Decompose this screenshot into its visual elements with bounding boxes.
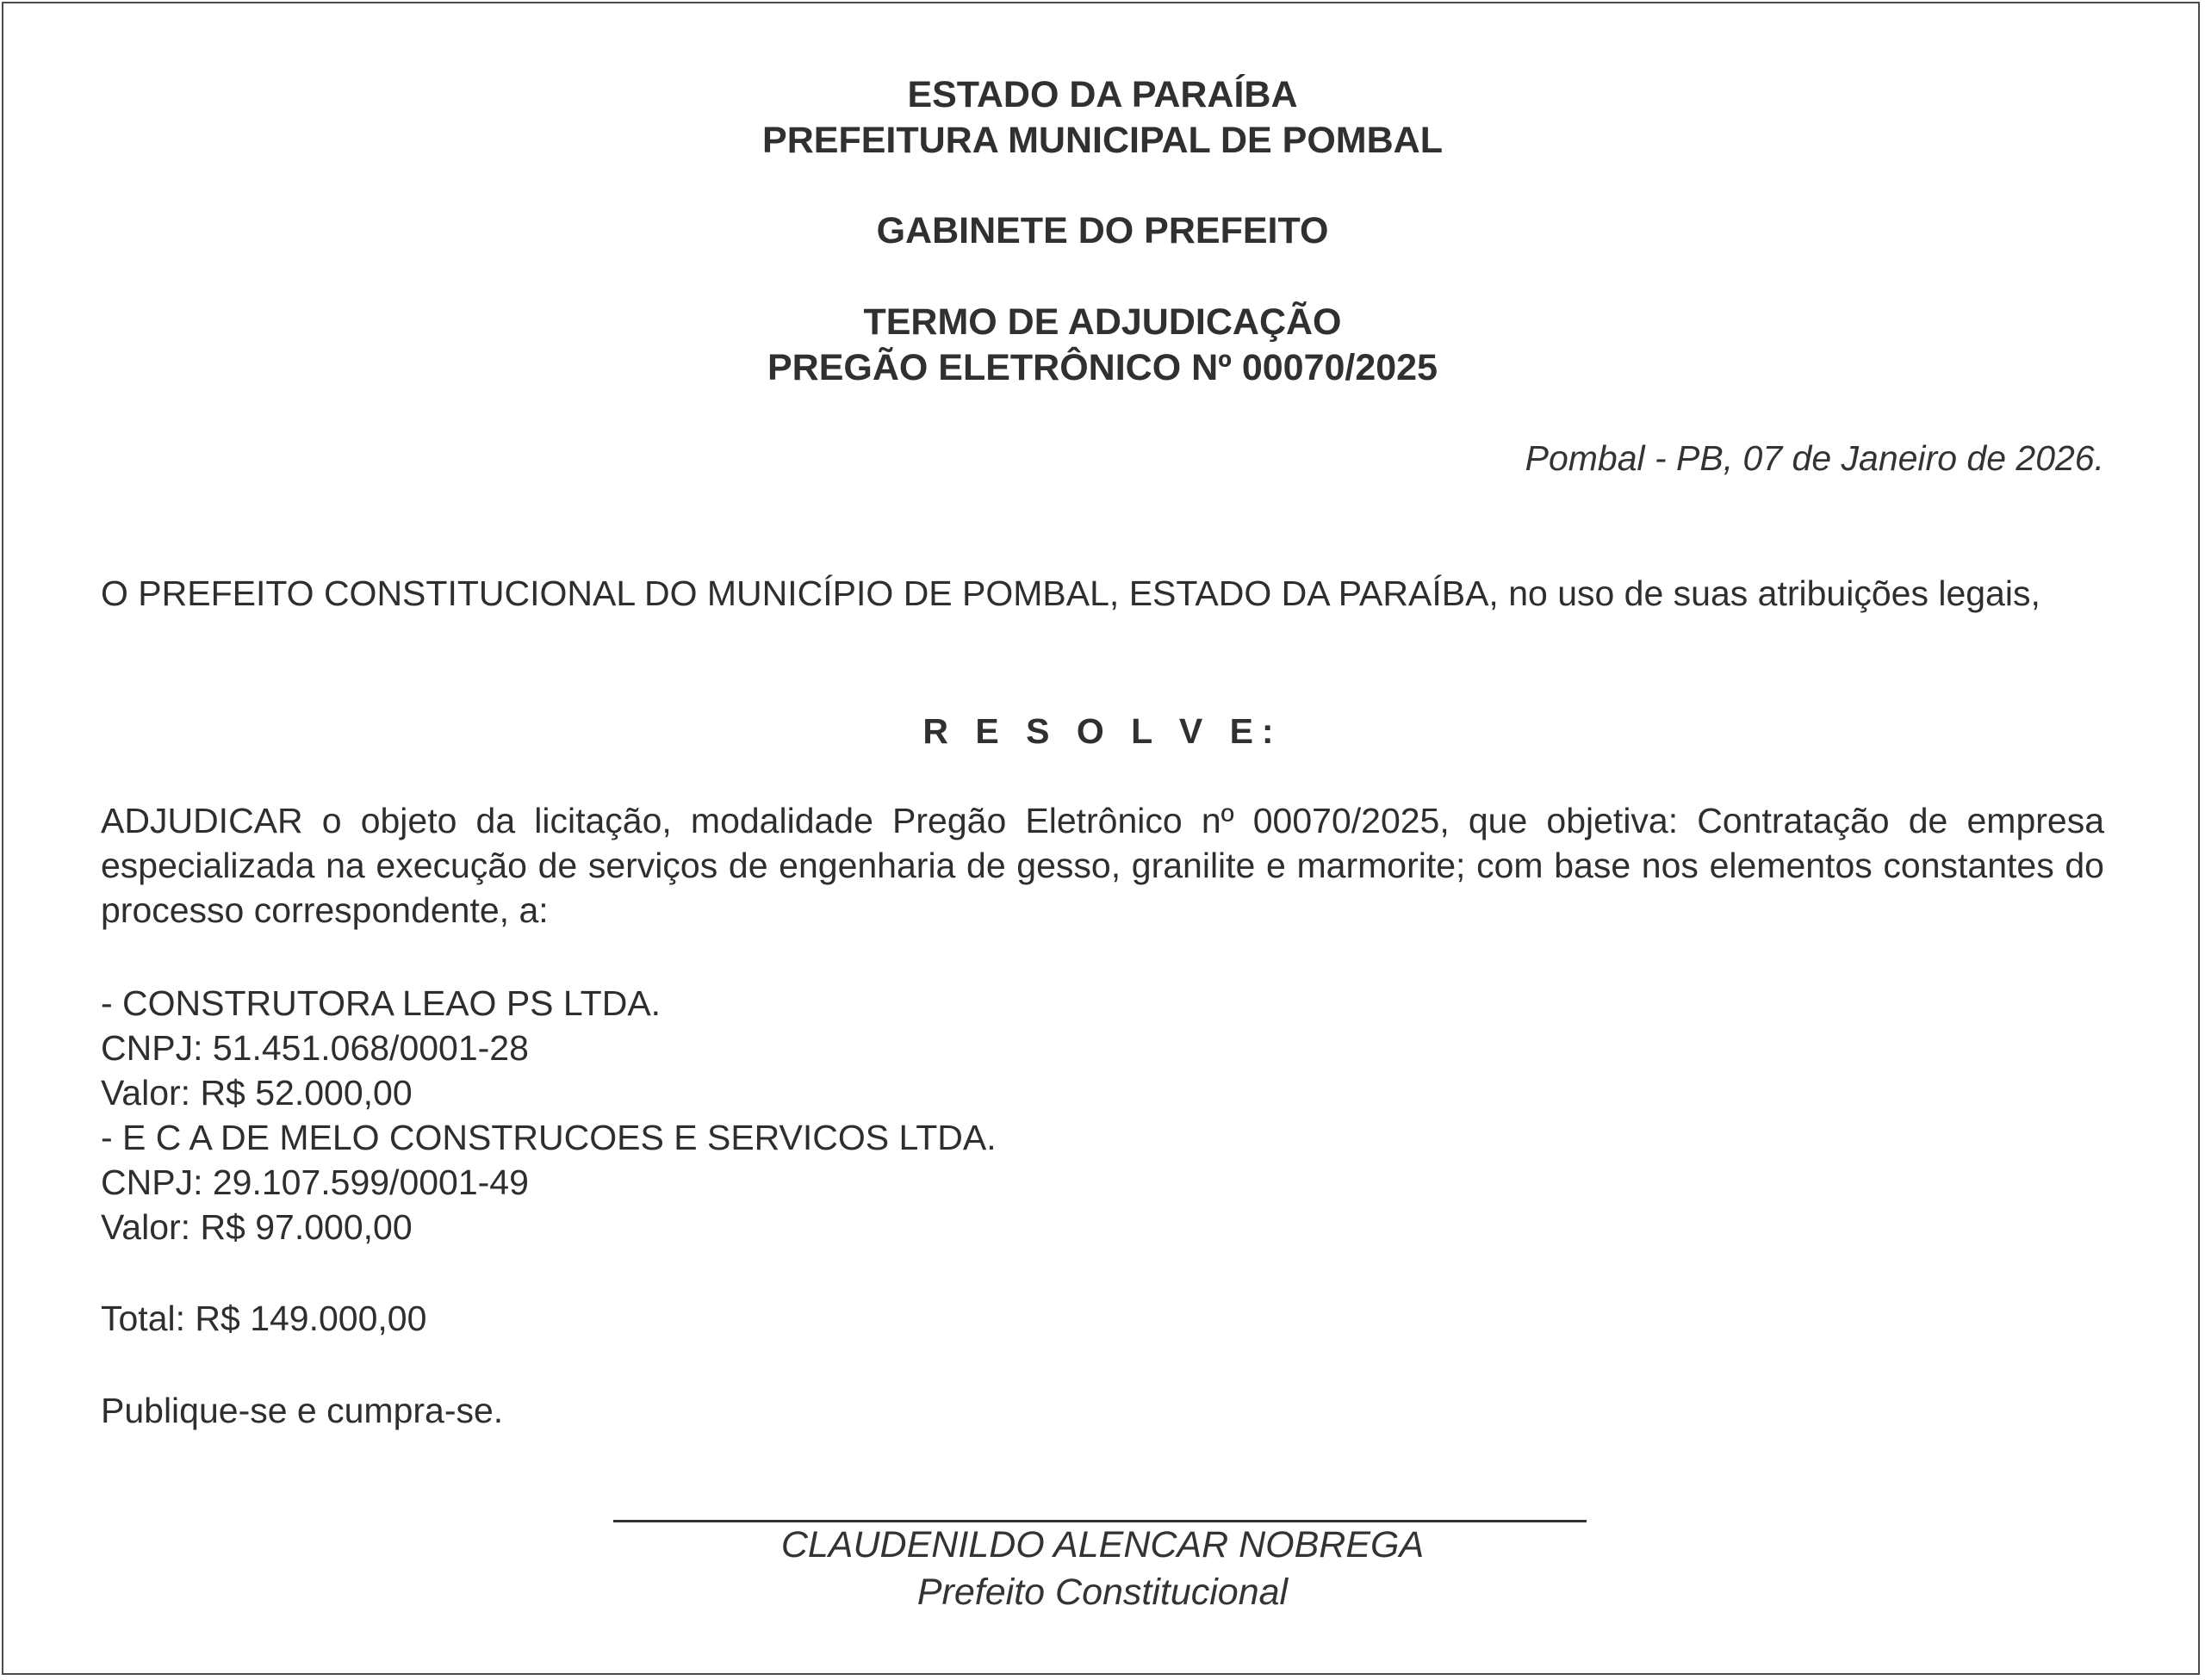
winner-cnpj: CNPJ: 51.451.068/0001-28 xyxy=(101,1028,529,1068)
document-date: Pombal - PB, 07 de Janeiro de 2026. xyxy=(1525,438,2104,478)
state-heading: ESTADO DA PARAÍBA xyxy=(907,74,1298,115)
office-heading: GABINETE DO PREFEITO xyxy=(876,210,1329,251)
municipality-heading: PREFEITURA MUNICIPAL DE POMBAL xyxy=(762,120,1443,161)
winner-name: - CONSTRUTORA LEAO PS LTDA. xyxy=(101,983,662,1023)
resolve-heading: R E S O L V E: xyxy=(922,711,1283,751)
signer-role: Prefeito Constitucional xyxy=(916,1572,1289,1613)
closing-text: Publique-se e cumpra-se. xyxy=(101,1391,504,1430)
total-value: Total: R$ 149.000,00 xyxy=(101,1299,427,1338)
signer-name: CLAUDENILDO ALENCAR NOBREGA xyxy=(780,1524,1425,1565)
adjudication-paragraph: ADJUDICAR o objeto da licitação, modalidade Pregão Eletrônico nº 00070/2025, que objetiva: Contratação de empresa especializada na execução de serviços de engenharia de gesso, granilite e marmorite; com base nos elementos constantes do processo correspondente, a: xyxy=(101,801,2104,930)
winner-value: Valor: R$ 97.000,00 xyxy=(101,1207,413,1247)
winner-value: Valor: R$ 52.000,00 xyxy=(101,1073,413,1113)
winner-cnpj: CNPJ: 29.107.599/0001-49 xyxy=(101,1162,529,1202)
intro-paragraph: O PREFEITO CONSTITUCIONAL DO MUNICÍPIO DE POMBAL, ESTADO DA PARAÍBA, no uso de suas atribuições legais, xyxy=(101,573,2040,613)
document-subtitle: PREGÃO ELETRÔNICO Nº 00070/2025 xyxy=(767,347,1438,388)
winner-name: - E C A DE MELO CONSTRUCOES E SERVICOS LTDA. xyxy=(101,1118,997,1157)
document-title: TERMO DE ADJUDICAÇÃO xyxy=(863,301,1342,343)
